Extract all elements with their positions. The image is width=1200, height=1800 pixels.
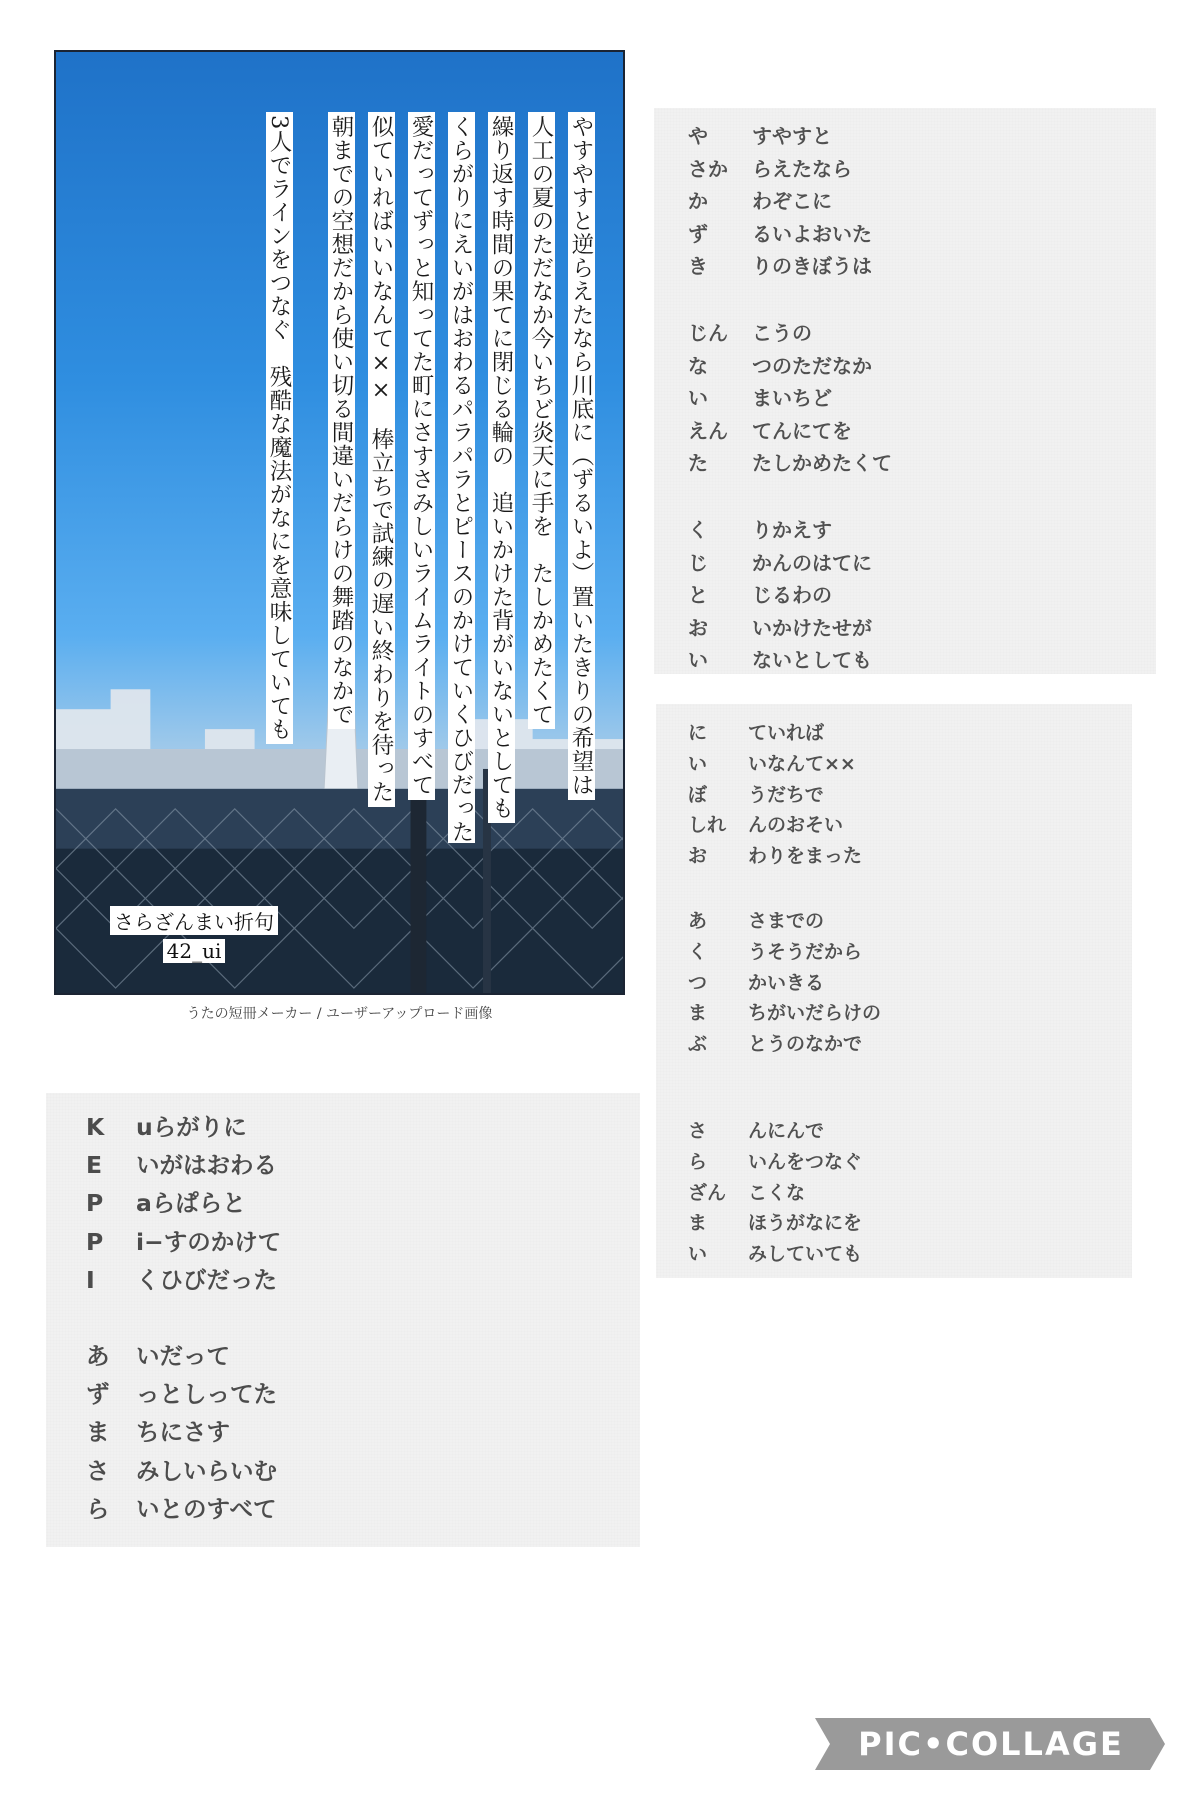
acrostic-rest: こくな <box>748 1181 806 1204</box>
acrostic-initial: I <box>86 1265 95 1294</box>
pic-collage-logo <box>815 1718 1165 1770</box>
acrostic-initial: き <box>688 254 708 279</box>
acrostic-rest: i−すのかけて <box>136 1227 282 1256</box>
acrostic-rest: るいよおいた <box>752 221 872 246</box>
acrostic-rest: りのきぼうは <box>752 254 872 279</box>
acrostic-rest: いとのすべて <box>136 1494 277 1523</box>
acrostic-row <box>688 749 1132 780</box>
acrostic-rest: うだちで <box>748 783 824 806</box>
acrostic-rest: とうのなかで <box>748 1033 863 1056</box>
acrostic-rest: さまでの <box>748 909 825 932</box>
acrostic-initial: さか <box>688 156 728 181</box>
acrostic-rest: いなんて×× <box>748 752 856 775</box>
acrostic-row <box>688 1147 1132 1178</box>
acrostic-initial: しれ <box>688 814 727 837</box>
acrostic-row <box>86 1108 640 1146</box>
acrostic-card-bottom-left <box>46 1093 640 1547</box>
acrostic-rest: みしていても <box>748 1243 863 1266</box>
acrostic-row <box>688 906 1132 937</box>
acrostic-row <box>86 1452 640 1490</box>
acrostic-rest: てんにてを <box>752 418 852 443</box>
acrostic-initial: ま <box>688 1212 708 1235</box>
acrostic-row <box>688 1029 1132 1060</box>
acrostic-initial: つ <box>688 971 708 994</box>
signature-title: さらざんまい折句 <box>110 906 278 935</box>
acrostic-initial: ら <box>688 1150 708 1173</box>
acrostic-initial: ず <box>688 221 708 246</box>
acrostic-initial: P <box>86 1227 104 1256</box>
acrostic-row <box>688 185 1156 218</box>
acrostic-row <box>688 937 1132 968</box>
acrostic-initial: さ <box>86 1456 110 1485</box>
acrostic-initial: い <box>688 752 708 775</box>
poem-line-3: 繰り返す時間の果てに閉じる輪の 追いかけた背がいないとしても <box>488 112 515 823</box>
acrostic-initial: ぼ <box>688 783 708 806</box>
poem-line-1: やすやすと逆らえたなら川底に（ずるいよ）置いたきりの希望は <box>568 112 595 800</box>
acrostic-initial: お <box>688 615 708 640</box>
acrostic-initial: P <box>86 1189 104 1218</box>
acrostic-row <box>688 514 1156 547</box>
acrostic-initial: あ <box>86 1341 110 1370</box>
acrostic-initial: あ <box>688 909 708 932</box>
acrostic-row <box>86 1223 640 1261</box>
acrostic-row <box>688 153 1156 186</box>
acrostic-rest: ないとしても <box>752 648 872 673</box>
stanza <box>688 514 1156 677</box>
acrostic-row <box>688 1116 1132 1147</box>
acrostic-initial: ら <box>86 1494 110 1523</box>
acrostic-rest: わりをまった <box>748 845 863 868</box>
acrostic-initial: ぶ <box>688 1033 708 1056</box>
poem-line-4: くらがりにえいがはおわるパラパラとピースのかけていくひびだった <box>448 112 475 843</box>
acrostic-rest: っとしってた <box>136 1380 277 1409</box>
acrostic-row <box>688 579 1156 612</box>
acrostic-rest: いんをつなぐ <box>748 1150 863 1173</box>
poem-line-5: 愛だってずっと知ってた町にさすさみしいライムライトのすべて <box>408 112 435 800</box>
stanza <box>86 1337 640 1528</box>
acrostic-initial: な <box>688 353 708 378</box>
acrostic-initial: た <box>688 451 708 476</box>
acrostic-rest: たしかめたくて <box>752 451 892 476</box>
stanza <box>688 317 1156 480</box>
acrostic-initial: じん <box>688 320 728 345</box>
acrostic-initial: く <box>688 940 708 963</box>
acrostic-rest: いかけたせが <box>752 615 872 640</box>
acrostic-initial: い <box>688 648 708 673</box>
acrostic-row <box>688 317 1156 350</box>
acrostic-initial: E <box>86 1151 103 1180</box>
acrostic-row <box>688 968 1132 999</box>
acrostic-rest: こうの <box>752 320 812 345</box>
acrostic-rest: まいちど <box>752 386 832 411</box>
acrostic-card-top-right <box>654 108 1156 674</box>
stanza <box>688 1116 1132 1270</box>
acrostic-initial: ず <box>86 1380 110 1409</box>
acrostic-rest: りかえす <box>752 517 832 542</box>
acrostic-rest: いがはおわる <box>136 1151 277 1180</box>
acrostic-rest: かんのはてに <box>752 550 872 575</box>
poem-line-7: 朝までの空想だから使い切る間違いだらけの舞踏のなかで <box>328 112 355 729</box>
tanka-photo-card <box>54 50 625 995</box>
acrostic-rest: んのおそい <box>748 814 844 837</box>
acrostic-rest: ほうがなにを <box>748 1212 863 1235</box>
acrostic-row <box>688 547 1156 580</box>
photo-caption: うたの短冊メーカー / ユーザーアップロード画像 <box>186 1006 493 1022</box>
acrostic-rest: aらぱらと <box>136 1189 246 1218</box>
acrostic-rest: ていれば <box>748 722 825 744</box>
stanza <box>688 906 1132 1060</box>
acrostic-initial: えん <box>688 418 728 443</box>
acrostic-initial: か <box>688 189 708 214</box>
acrostic-row <box>688 382 1156 415</box>
acrostic-row <box>688 810 1132 841</box>
acrostic-row <box>688 415 1156 448</box>
acrostic-row <box>688 1178 1132 1209</box>
acrostic-row <box>688 250 1156 283</box>
acrostic-rest: うそうだから <box>748 940 863 963</box>
acrostic-initial: ざん <box>688 1181 727 1204</box>
acrostic-row <box>688 780 1132 811</box>
acrostic-rest: くひびだった <box>136 1265 277 1294</box>
acrostic-row <box>688 218 1156 251</box>
poem-signature <box>94 904 294 965</box>
acrostic-rest: んにんで <box>748 1119 825 1142</box>
acrostic-row <box>688 1239 1132 1270</box>
acrostic-card-mid-right <box>656 704 1132 1278</box>
poem-line-6: 似ていればいいなんて×× 棒立ちで試練の遅い終わりを待った <box>368 112 395 807</box>
tanka-poem <box>244 112 595 843</box>
stanza <box>688 120 1156 283</box>
acrostic-initial: い <box>688 386 708 411</box>
acrostic-row <box>688 447 1156 480</box>
acrostic-rest: わぞこに <box>752 189 832 214</box>
acrostic-row <box>688 612 1156 645</box>
acrostic-initial: や <box>688 124 708 148</box>
acrostic-row <box>688 644 1156 677</box>
poem-line-8: 3人でラインをつなぐ 残酷な魔法がなにを意味していても <box>266 112 293 744</box>
acrostic-initial: に <box>688 722 708 744</box>
acrostic-row <box>86 1337 640 1375</box>
acrostic-initial: ま <box>688 1002 708 1025</box>
acrostic-initial: ま <box>86 1418 110 1447</box>
acrostic-initial: と <box>688 583 708 608</box>
acrostic-initial: K <box>86 1113 105 1141</box>
acrostic-row <box>86 1490 640 1528</box>
acrostic-row <box>688 998 1132 1029</box>
acrostic-rest: つのただなか <box>752 353 872 378</box>
acrostic-row <box>688 350 1156 383</box>
acrostic-row <box>86 1375 640 1413</box>
stanza <box>688 718 1132 872</box>
acrostic-rest: みしいらいむ <box>136 1456 277 1485</box>
acrostic-initial: い <box>688 1243 708 1266</box>
acrostic-rest: すやすと <box>752 124 832 148</box>
acrostic-rest: uらがりに <box>136 1113 247 1141</box>
acrostic-rest: ちにさす <box>136 1418 230 1447</box>
acrostic-row <box>86 1184 640 1222</box>
acrostic-row <box>86 1413 640 1451</box>
acrostic-row <box>86 1146 640 1184</box>
acrostic-initial: く <box>688 517 708 542</box>
acrostic-row <box>86 1261 640 1299</box>
acrostic-row <box>688 718 1132 749</box>
acrostic-initial: お <box>688 845 708 868</box>
logo-text: PIC•COLLAGE <box>858 1725 1124 1763</box>
acrostic-rest: いだって <box>136 1341 230 1370</box>
acrostic-initial: じ <box>688 550 708 575</box>
acrostic-rest: かいきる <box>748 971 825 994</box>
poem-line-2: 人工の夏のただなか今いちど炎天に手を たしかめたくて <box>528 112 555 729</box>
acrostic-row <box>688 841 1132 872</box>
acrostic-row <box>688 120 1156 153</box>
acrostic-rest: らえたなら <box>752 156 852 181</box>
stanza <box>86 1108 640 1299</box>
acrostic-row <box>688 1208 1132 1239</box>
acrostic-rest: ちがいだらけの <box>748 1002 882 1025</box>
acrostic-rest: じるわの <box>752 583 832 608</box>
acrostic-initial: さ <box>688 1119 708 1142</box>
signature-author: 42_ui <box>163 939 226 963</box>
